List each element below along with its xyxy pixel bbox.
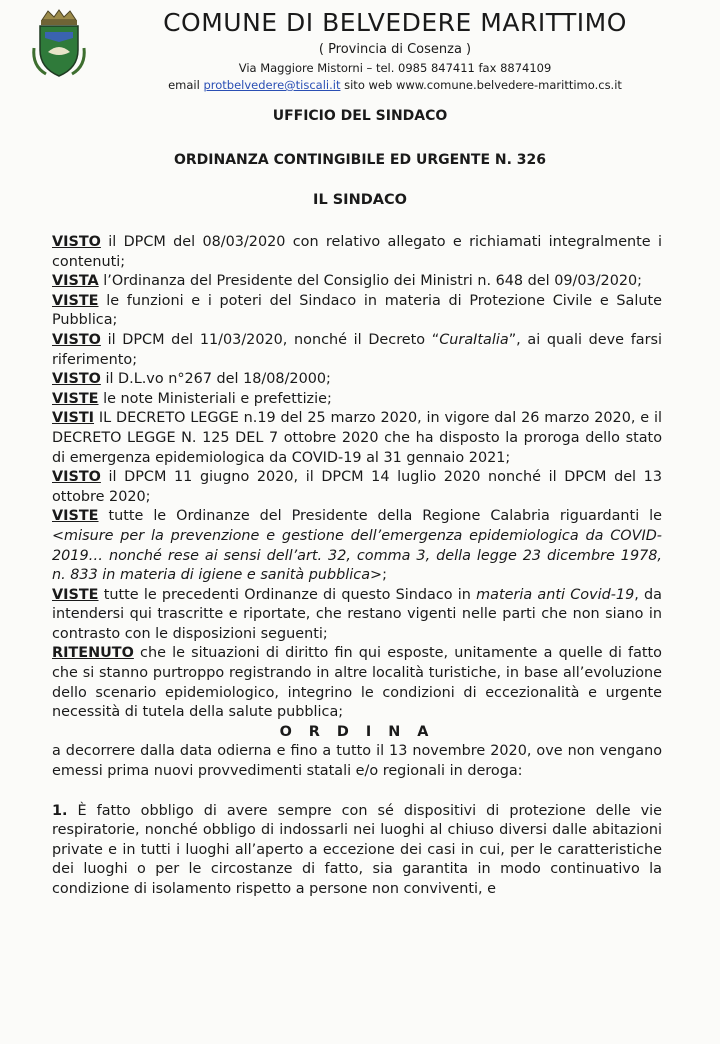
ordinance-title: ORDINANZA CONTINGIBILE ED URGENTE N. 326 — [173, 152, 547, 168]
premise-paragraph — [52, 272, 662, 292]
premise-italic: CuraItalia — [439, 331, 509, 348]
premise-text: il DPCM del 08/03/2020 con relativo allegato e richiamati integralmente i contenuti; — [52, 234, 662, 270]
point-number: 1. — [52, 802, 68, 819]
ordinance-body — [52, 233, 662, 900]
premise-text: , da intendersi qui trascritte e riportate, che restano vigenti nelle parti che non siano in contrasto con le disposizioni seguenti; — [52, 586, 662, 642]
premise-text: tutte le precedenti Ordinanze di questo Sindaco in — [98, 586, 477, 603]
premise-text: tutte le Ordinanze del Presidente della Regione Calabria riguardanti le — [98, 508, 662, 525]
premise-paragraph — [52, 370, 662, 390]
premise-paragraph — [52, 644, 662, 722]
premise-paragraph — [52, 233, 662, 272]
decree-point-1 — [52, 802, 662, 900]
premise-text: il D.L.vo n°267 del 18/08/2000; — [100, 371, 331, 388]
authority-heading: IL SINDACO — [313, 192, 407, 208]
spacer — [52, 782, 662, 802]
premise-keyword: VISTO — [52, 331, 101, 348]
municipality-title: COMUNE DI BELVEDERE MARITTIMO — [163, 8, 627, 37]
premise-keyword: VISTO — [52, 469, 101, 486]
premise-text: ”, ai quali deve farsi riferimento; — [52, 331, 662, 368]
premise-paragraph — [52, 468, 662, 507]
premise-text: le note Ministeriali e prefettizie; — [98, 390, 332, 407]
email-label: email — [168, 78, 200, 92]
address-line: Via Maggiore Mistorni – tel. 0985 847411 fax 8874109 — [238, 61, 552, 75]
premise-keyword: VISTE — [52, 586, 99, 603]
premise-text: il DPCM del 11/03/2020, nonché il Decreto “ — [100, 331, 440, 348]
premise-paragraph — [52, 331, 662, 370]
site-label: sito web — [344, 78, 393, 92]
premise-text: che le situazioni di diritto fin qui esposte, unitamente a quelle di fatto che si stanno purtroppo registrando in altre località turistiche, in base all’evoluzione dello scenario epidemiologico, integrino le condizioni di eccezionalità e urgente necessità di tutela della salute pubblica; — [52, 645, 662, 721]
premise-keyword: VISTO — [52, 371, 101, 388]
premise-text: ; — [382, 567, 387, 584]
premise-paragraph — [52, 507, 662, 585]
premise-text: l’Ordinanza del Presidente del Consiglio dei Ministri n. 648 del 09/03/2020; — [98, 273, 643, 290]
premise-paragraph — [52, 586, 662, 645]
email-link[interactable]: protbelvedere@tiscali.it — [203, 78, 341, 92]
ordina-heading: O R D I N A — [279, 723, 435, 740]
premise-paragraph — [52, 292, 662, 331]
premise-keyword: RITENUTO — [52, 645, 134, 662]
contact-line — [0, 78, 720, 92]
premise-paragraph — [52, 409, 662, 468]
premise-keyword: VISTE — [52, 508, 99, 525]
premise-text: il DPCM 11 giugno 2020, il DPCM 14 luglio 2020 nonché il DPCM del 13 ottobre 2020; — [52, 469, 662, 505]
decree-intro: a decorrere dalla data odierna e fino a tutto il 13 novembre 2020, ove non vengano emessi prima nuovi provvedimenti statali e/o regionali in deroga: — [52, 743, 662, 780]
premise-keyword: VISTE — [52, 390, 99, 407]
premise-keyword: VISTE — [52, 292, 99, 309]
premise-italic: materia anti Covid-19 — [476, 586, 635, 603]
site-address[interactable]: www.comune.belvedere-marittimo.cs.it — [395, 78, 622, 92]
premise-text: IL DECRETO LEGGE n.19 del 25 marzo 2020, in vigore dal 26 marzo 2020, e il DECRETO LEGGE N. 125 DEL 7 ottobre 2020 che ha disposto la proroga dello stato di emergenza epidemiologica da COVID-19 al 31 gennaio 2021; — [52, 410, 662, 466]
premise-text: le funzioni e i poteri del Sindaco in materia di Protezione Civile e Salute Pubblica; — [52, 292, 662, 329]
premise-keyword: VISTA — [52, 273, 99, 290]
point-text: È fatto obbligo di avere sempre con sé dispositivi di protezione delle vie respiratorie, nonché obbligo di indossarli nei luoghi al chiuso diversi dalle abitazioni private e in tutti i luoghi all’aperto a eccezione dei casi in cui, per le caratteristiche dei luoghi o per le circostanze di fatto, sia garantita in modo continuativo la condizione di isolamento rispetto a persone non conviventi, e — [52, 802, 662, 897]
office-heading: UFFICIO DEL SINDACO — [272, 108, 448, 124]
premise-keyword: VISTI — [52, 410, 95, 427]
premise-paragraph — [52, 390, 662, 410]
province-line: ( Provincia di Cosenza ) — [318, 42, 472, 57]
premise-italic: <misure per la prevenzione e gestione dell’emergenza epidemiologica da COVID-2019… nonché rese ai sensi dell’art. 32, comma 3, della legge 23 dicembre 1978, n. 833 in materia di igiene e sanità pubblica> — [52, 527, 662, 584]
premise-keyword: VISTO — [52, 234, 101, 250]
